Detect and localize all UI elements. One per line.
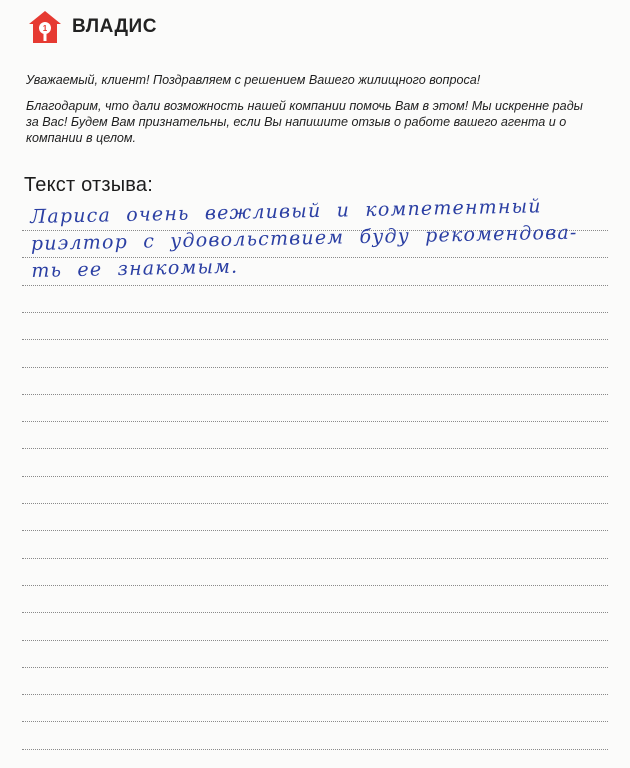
logo-badge-number: 1: [42, 24, 48, 33]
ruled-line: [22, 448, 608, 449]
ruled-line: [22, 721, 608, 722]
ruled-line: [22, 285, 608, 286]
ruled-line: [22, 476, 608, 477]
intro-text: [26, 72, 586, 146]
ruled-line: [22, 421, 608, 422]
greeting-line: Уважаемый, клиент! Поздравляем с решением Вашего жилищного вопроса!: [26, 73, 481, 87]
thanks-paragraph: Благодарим, что дали возможность нашей компании помочь Вам в этом! Мы искренне рады за Вас! Будем Вам признательны, если Вы напишите отзыв о работе вашего агента и о компании в целом.: [26, 99, 583, 145]
company-logo: [28, 10, 157, 44]
ruled-line: [22, 749, 608, 750]
ruled-line: [22, 503, 608, 504]
ruled-line: [22, 339, 608, 340]
review-line-1: Лариса очень вежливый и компетентный: [30, 195, 542, 228]
ruled-line: [22, 612, 608, 613]
ruled-line: [22, 640, 608, 641]
ruled-line: [22, 558, 608, 559]
ruled-line: [22, 530, 608, 531]
review-line-3: ть ее знакомым.: [31, 255, 239, 282]
ruled-line: [22, 667, 608, 668]
handwritten-review: [30, 192, 607, 285]
house-key-logo-icon: [28, 10, 62, 44]
review-heading: Текст отзыва:: [24, 174, 153, 196]
review-line-2: риэлтор с удовольствием буду рекомендова-: [30, 221, 578, 255]
ruled-line: [22, 585, 608, 586]
ruled-line: [22, 694, 608, 695]
ruled-line: [22, 312, 608, 313]
ruled-line: [22, 394, 608, 395]
ruled-line: [22, 367, 608, 368]
brand-name: ВЛАДИС: [72, 16, 157, 37]
ruled-lines: [22, 200, 608, 760]
